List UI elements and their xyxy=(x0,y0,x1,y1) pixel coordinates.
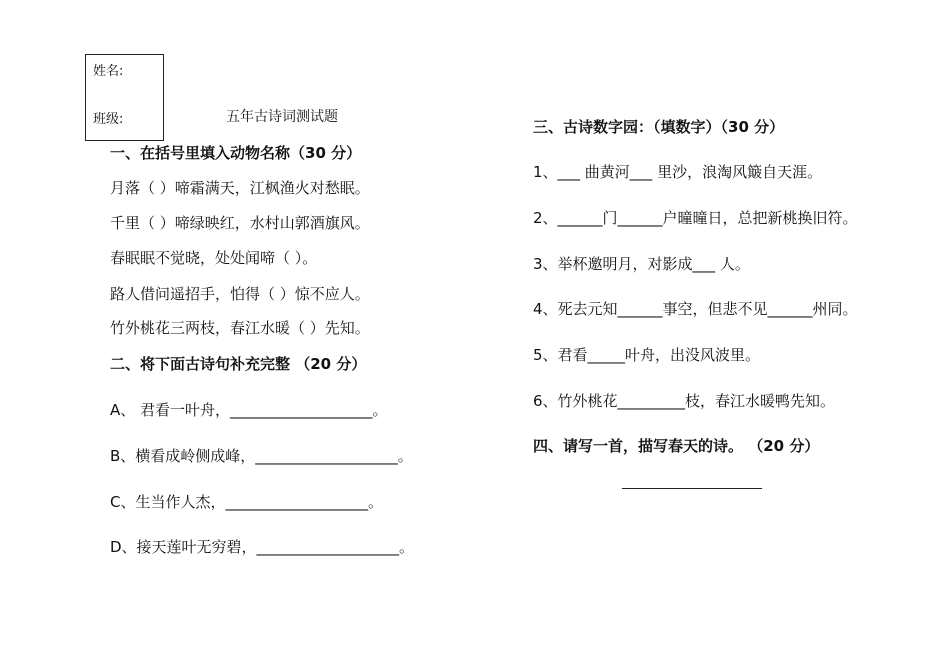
section1-line: 千里（ ）啼绿映红，水村山郭酒旗风。 xyxy=(110,214,370,232)
section3-heading: 三、古诗数字园：（填数字）（30 分） xyxy=(533,118,785,136)
section1-line: 路人借问遥招手，怕得（ ）惊不应人。 xyxy=(110,285,370,303)
name-label: 姓名: xyxy=(93,64,124,79)
section3-line: 3、举杯邀明月，对影成___ 人。 xyxy=(533,255,750,273)
class-label: 班级: xyxy=(93,112,124,127)
section2-line: C、生当作人杰，___________________。 xyxy=(110,493,383,511)
section3-line: 1、___ 曲黄河___ 里沙，浪淘风簸自天涯。 xyxy=(533,163,823,181)
section1-line: 竹外桃花三两枝，春江水暖（ ）先知。 xyxy=(110,319,370,337)
section3-line: 4、死去元知______事空，但悲不见______州同。 xyxy=(533,300,858,318)
section1-line: 月落（ ）啼霜满天，江枫渔火对愁眠。 xyxy=(110,179,370,197)
section2-line: B、横看成岭侧成峰，___________________。 xyxy=(110,447,413,465)
answer-blank-line xyxy=(622,488,762,489)
section4-heading: 四、请写一首，描写春天的诗。 （20 分） xyxy=(533,437,820,455)
section3-line: 6、竹外桃花_________枝，春江水暖鸭先知。 xyxy=(533,392,836,410)
section3-line: 5、君看_____叶舟，出没风波里。 xyxy=(533,346,761,364)
section2-heading: 二、将下面古诗句补充完整 （20 分） xyxy=(110,355,367,373)
section1-heading: 一、在括号里填入动物名称（30 分） xyxy=(110,144,362,162)
section1-line: 春眠眠不觉晓，处处闻啼（ ）。 xyxy=(110,249,318,267)
section3-line: 2、______门______户曈曈日，总把新桃换旧符。 xyxy=(533,209,858,227)
section2-line: D、接天莲叶无穷碧，___________________。 xyxy=(110,538,415,556)
section2-line: A、 君看一叶舟，___________________。 xyxy=(110,401,388,419)
page-title: 五年古诗词测试题 xyxy=(226,109,338,125)
